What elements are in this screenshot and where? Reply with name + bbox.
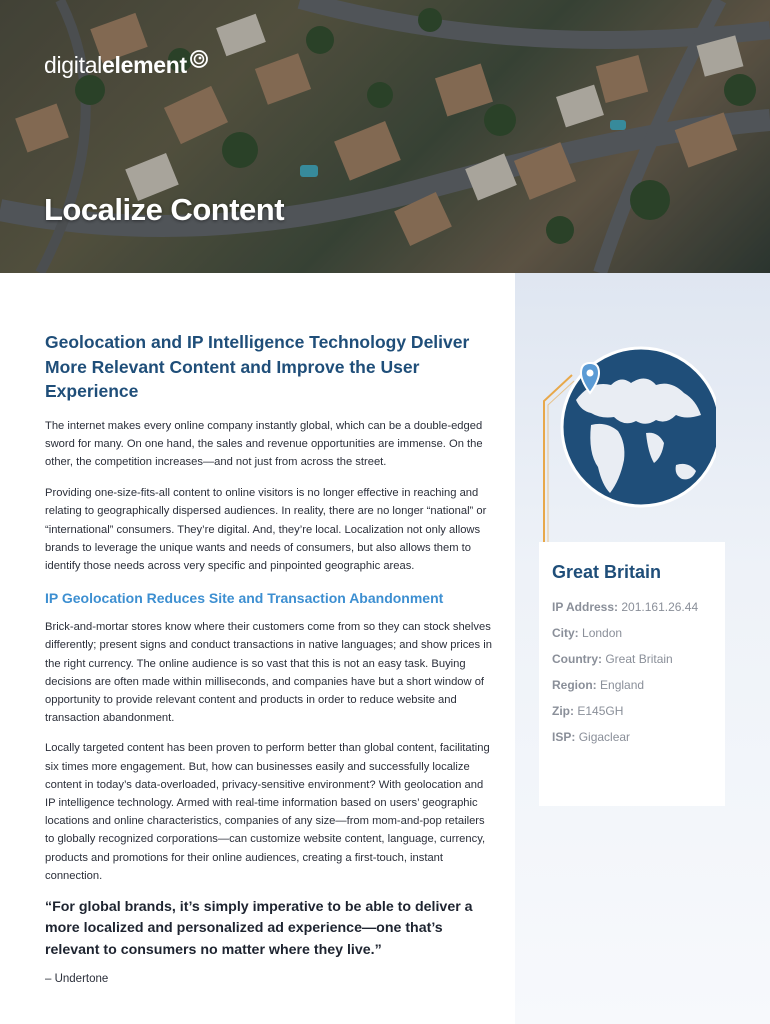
page-title: Localize Content — [44, 192, 285, 227]
hero-banner — [0, 0, 770, 273]
digital-element-logo — [44, 52, 209, 79]
info-row-isp — [552, 730, 630, 744]
info-label: IP Address: — [552, 600, 619, 614]
article-headline: Geolocation and IP Intelligence Technology Deliver More Relevant Content and Improve the User Experience — [45, 332, 470, 401]
info-row-region — [552, 678, 644, 692]
info-row-zip — [552, 704, 623, 718]
main-content — [45, 330, 493, 985]
paragraph: Locally targeted content has been proven to perform better than global content, facilitating six times more engagement. But, how can businesses easily and successfully localize content in today’s data-overloaded, privacy-sensitive environment? With geolocation and IP intelligence technology. Armed with real-time information based on users’ geographic locations and online characteristics, companies of any size—from mom-and-pop retailers to globally recognized corporations—can customize website content, language, currency, products and promotions for their online audiences, creating a first-touch, instant connection. — [45, 742, 490, 882]
quote-attribution: – Undertone — [45, 973, 109, 986]
info-value: England — [600, 678, 645, 692]
paragraph: The internet makes every online company instantly global, which can be a double-edged sword for many. On one hand, the sales and revenue opportunities are immense. On the other, the competition increases—and not just from across the street. — [45, 419, 483, 468]
info-label: Zip: — [552, 704, 574, 718]
pull-quote: “For global brands, it’s simply imperative to be able to deliver a more localized and personalized ad experience—one that’s relevant to consumers no matter where they live.” — [45, 898, 473, 958]
info-row-country — [552, 652, 673, 666]
logo-swirl-icon — [189, 49, 209, 69]
logo-text-element: element — [102, 52, 187, 78]
section-heading: IP Geolocation Reduces Site and Transaction Abandonment — [45, 590, 444, 607]
info-value: 201.161.26.44 — [621, 600, 699, 614]
info-row-city — [552, 626, 622, 640]
info-label: City: — [552, 626, 579, 640]
info-card-title: Great Britain — [552, 562, 662, 582]
info-label: Region: — [552, 678, 597, 692]
info-value: Gigaclear — [578, 730, 631, 744]
paragraph: Providing one-size-fits-all content to online visitors is no longer effective in reaching and relating to geographically dispersed audiences. In reality, there are no longer “national” or “international” consumers. They’re digital. And, they’re local. Localization not only allows brands to leverage the unique wants and needs of consumers, but also allows them to identify those needs across very specific and pinpointed geographic areas. — [45, 487, 487, 572]
logo-text-digital: digital — [44, 52, 102, 78]
info-row-ip — [552, 600, 698, 614]
info-value: London — [582, 626, 623, 640]
info-label: ISP: — [552, 730, 576, 744]
paragraph: Brick-and-mortar stores know where their customers come from so they can stock shelves differently; present signs and conduct transactions in native languages; and show prices in the right currency. The online audience is so vast that this is not an easy task. Buying decisions are often made within milliseconds, and companies have but a short window of opportunity to provide relevant content and products in order to reduce website and transaction abandonment. — [45, 621, 492, 725]
info-value: Great Britain — [605, 652, 673, 666]
info-label: Country: — [552, 652, 602, 666]
info-value: E145GH — [577, 704, 624, 718]
location-info-card — [539, 542, 725, 806]
aerial-neighborhood-image — [0, 0, 770, 273]
